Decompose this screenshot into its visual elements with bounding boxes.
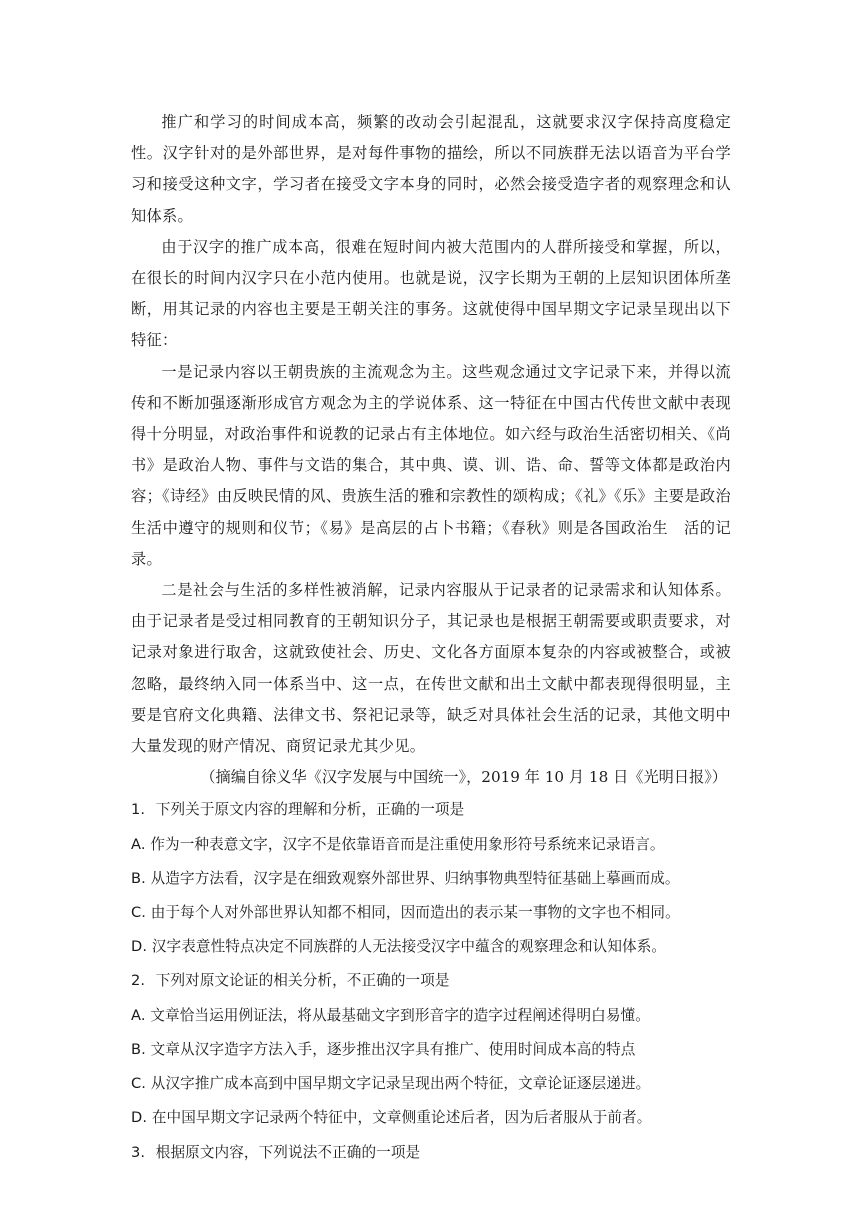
option-text: 由于每个人对外部世界认知都不相同，因而造出的表示某一事物的文字也不相同。 xyxy=(150,904,680,922)
question-number: 1. xyxy=(131,801,146,819)
question-option-c xyxy=(131,1067,731,1101)
option-text: 从汉字推广成本高到中国早期文字记录呈现出两个特征，文章论证逐层递进。 xyxy=(150,1075,651,1093)
option-label: C. xyxy=(131,904,147,922)
option-text: 汉字表意性特点决定不同族群的人无法接受汉字中蕴含的观察理念和认知体系。 xyxy=(151,938,667,956)
article-paragraph-2: 由于汉字的推广成本高，很难在短时间内被大范围内的人群所接受和掌握，所以，在很长的时间内汉字只在小范内使用。也就是说，汉字长期为王朝的上层知识团体所垄断，用其记录的内容也主要是王朝关注的事务。这就使得中国早期文字记录呈现出以下特征： xyxy=(131,237,731,350)
question-stem-text: 下列对原文论证的相关分析，不正确的一项是 xyxy=(155,972,450,990)
question-stem-text: 根据原文内容，下列说法不正确的一项是 xyxy=(155,1143,421,1161)
article-paragraph-1: 推广和学习的时间成本高，频繁的改动会引起混乱，这就要求汉字保持高度稳定性。汉字针对的是外部世界，是对每件事物的描绘，所以不同族群无法以语音为平台学习和接受这种文字，学习者在接受文字本身的同时，必然会接受造字者的观察理念和认知体系。 xyxy=(131,113,731,225)
option-text: 文章恰当运用例证法，将从最基础文字到形音字的造字过程阐述得明白易懂。 xyxy=(150,1006,650,1024)
question-option-a xyxy=(131,828,731,862)
option-label: A. xyxy=(131,835,146,853)
option-label: B. xyxy=(131,869,146,887)
question-stem xyxy=(131,964,731,998)
article-source-citation: （摘编自徐义华《汉字发展与中国统一》，2019 年 10 月 18 日《光明日报》） xyxy=(200,768,727,787)
option-text: 从造字方法看，汉字是在细致观察外部世界、归纳事物典型特征基础上摹画而成。 xyxy=(150,869,680,887)
option-text: 文章从汉字造字方法入手，逐步推出汉字具有推广、使用时间成本高的特点 xyxy=(150,1040,636,1058)
question-option-c xyxy=(131,896,731,930)
article-paragraph-4: 二是社会与生活的多样性被消解，记录内容服从于记录者的记录需求和认知体系。由于记录者是受过相同教育的王朝知识分子，其记录也是根据王朝需要或职责要求，对记录对象进行取舍，这就致使社会、历史、文化各方面原本复杂的内容或被整合，或被忽略，最终纳入同一体系当中、这一点，在传世文献和出土文献中都表现得很明显，主要是官府文化典籍、法律文书、祭祀记录等，缺乏对具体社会生活的记录，其他文明中大量发现的财产情况、商贸记录尤其少见。 xyxy=(131,581,731,756)
question-1 xyxy=(131,793,731,964)
question-option-d xyxy=(131,1101,731,1135)
option-label: A. xyxy=(131,1006,146,1024)
question-number: 2. xyxy=(131,972,146,990)
article-paragraph-3: 一是记录内容以王朝贵族的主流观念为主。这些观念通过文字记录下来，并得以流传和不断加强逐渐形成官方观念为主的学说体系、这一特征在中国古代传世文献中表现得十分明显，对政治事件和说教的记录占有主体地位。如六经与政治生活密切相关、《尚书》是政治人物、事件与文诰的集合，其中典、谟、训、诰、命、誓等文体都是政治内容；《诗经》由反映民情的风、贵族生活的雅和宗教性的颂构成；《礼》《乐》主要是政治生活中遵守的规则和仪节；《易》是高层的占卜书籍；《春秋》则是各国政治生 活的记录。 xyxy=(131,362,731,568)
option-label: B. xyxy=(131,1040,146,1058)
question-option-a xyxy=(131,999,731,1033)
question-stem xyxy=(131,1136,731,1170)
question-stem xyxy=(131,793,731,827)
document-page xyxy=(131,107,731,1170)
option-text: 在中国早期文字记录两个特征中，文章侧重论述后者，因为后者服从于前者。 xyxy=(151,1109,652,1127)
question-2 xyxy=(131,964,731,1135)
option-label: C. xyxy=(131,1075,147,1093)
question-option-b xyxy=(131,1033,731,1067)
option-label: D. xyxy=(131,1109,148,1127)
question-option-b xyxy=(131,862,731,896)
question-3 xyxy=(131,1136,731,1170)
question-option-d xyxy=(131,930,731,964)
option-text: 作为一种表意文字，汉字不是依靠语音而是注重使用象形符号系统来记录语言。 xyxy=(150,835,665,853)
question-number: 3. xyxy=(131,1143,146,1161)
option-label: D. xyxy=(131,938,148,956)
question-stem-text: 下列关于原文内容的理解和分析，正确的一项是 xyxy=(155,801,465,819)
